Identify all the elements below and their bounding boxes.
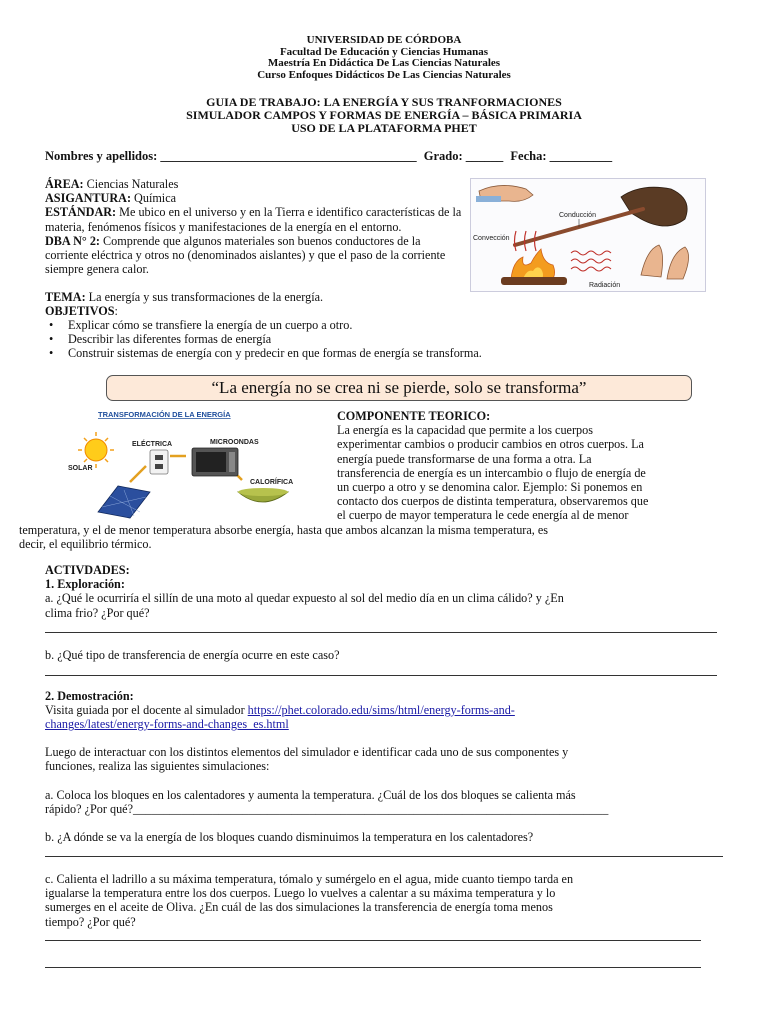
theory-line: experimentar cambios o producir cambios en otros cuerpos. La <box>337 437 644 452</box>
theme-value: La energía y sus transformaciones de la energía. <box>85 290 324 304</box>
sim-question-b: b. ¿A dónde se va la energía de los bloques cuando disminuimos la temperatura en los calentadores? <box>45 830 534 844</box>
course-info <box>45 177 463 276</box>
theme-row <box>45 290 605 304</box>
dba-label: DBA N° 2: <box>45 233 100 248</box>
area-value: Ciencias Naturales <box>83 177 179 191</box>
theory-line: el cuerpo de mayor temperatura le cede energía al de menor <box>337 508 629 523</box>
title-line-1: GUIA DE TRABAJO: LA ENERGÍA Y SUS TRANFORMACIONES <box>206 95 562 109</box>
theory-line: un cuerpo a otro y se denomina calor. Ejemplo: Si ponemos en <box>337 480 643 495</box>
link-continuation <box>45 717 735 731</box>
answer-line[interactable] <box>45 675 717 676</box>
name-label: Nombres y apellidos: <box>45 149 158 163</box>
faculty-name: Facultad De Educación y Ciencias Humanas <box>279 45 489 58</box>
objectives-colon: : <box>114 304 118 319</box>
simulation-question-b <box>45 830 745 844</box>
activities-heading: ACTIVDADES: <box>45 563 130 577</box>
simulation-question-a <box>45 788 745 816</box>
name-blank[interactable]: _________________________________________ <box>160 149 417 163</box>
sim-question-c-line: c. Calienta el ladrillo a su máxima temperatura, tómalo y sumérgelo en el agua, mide cuanto tiempo tarda en <box>45 872 574 886</box>
phet-link-part-2[interactable]: changes/latest/energy-forms-and-changes_es.html <box>45 717 289 732</box>
conduction-label: Conducción <box>559 212 596 219</box>
energy-transformation-image <box>58 408 308 520</box>
objectives-row <box>45 304 605 318</box>
simulation-instructions <box>45 745 745 773</box>
exploration-heading: 1. Exploración: <box>45 577 125 592</box>
subject-row <box>45 191 463 205</box>
area-row <box>45 177 463 191</box>
question-a-line-2: clima frio? ¿Por qué? <box>45 605 150 620</box>
question-b: b. ¿Qué tipo de transferencia de energía ocurre en este caso? <box>45 648 340 662</box>
objective-item: • Construir sistemas de energía con y predecir en que formas de energía se transforma. <box>45 346 725 360</box>
subject-value: Química <box>131 191 177 206</box>
objective-item: • Explicar cómo se transfiere la energía de un cuerpo a otro. <box>45 318 725 332</box>
activities-section <box>45 563 735 620</box>
radiation-label: Radiación <box>589 282 621 289</box>
microwave-label: MICROONDAS <box>210 439 259 446</box>
sim-question-c-line: sumerges en el aceite de Oliva. ¿En cuál de las dos simulaciones la transferencia de energía toma menos <box>45 900 553 915</box>
title-line-2: SIMULADOR CAMPOS Y FORMAS DE ENERGÍA – BÁSICA PRIMARIA <box>186 108 582 122</box>
heat-transfer-illustration <box>471 179 705 291</box>
instructions-line-1: Luego de interactuar con los distintos elementos del simulador e identificar cada uno de sus componentes y <box>45 745 569 759</box>
area-label: ÁREA: <box>45 177 84 191</box>
objective-item: • Describir las diferentes formas de energía <box>45 332 725 346</box>
grade-label: Grado: <box>423 149 463 163</box>
theory-line: energía puede transformarse de una forma a otra. La <box>337 451 592 466</box>
theme-block <box>45 290 605 318</box>
objectives-list <box>45 318 725 361</box>
answer-line[interactable] <box>45 632 717 633</box>
phet-link-part-1[interactable]: https://phet.colorado.edu/sims/html/energy-forms-and- <box>247 703 515 718</box>
sim-question-a-line-2: rápido? ¿Por qué?______________________________________________________________________________ <box>45 802 609 817</box>
demonstration-text <box>45 703 735 717</box>
demonstration-section <box>45 689 735 732</box>
standard-row <box>45 205 463 233</box>
sim-question-c-line: igualarse la temperatura entre los dos cuerpos. Luego lo vuelves a calentar a su máxima temperatura y lo <box>45 886 556 901</box>
objectives-list-wrap <box>45 318 725 361</box>
instructions-line-2: funciones, realiza las siguientes simulaciones: <box>45 759 270 774</box>
convection-label: Convección <box>473 235 510 242</box>
date-label: Fecha: <box>510 149 547 163</box>
standard-value: Me ubico en el universo y en la Tierra e identifico características de la materia, fenómenos físicos y manifestaciones de la energía en el entorno. <box>45 205 462 234</box>
electric-label: ELÉCTRICA <box>132 441 173 448</box>
theory-line: La energía es la capacidad que permite a los cuerpos <box>337 423 593 438</box>
theory-full-line: decir, el equilibrio térmico. <box>19 537 152 552</box>
theory-heading: COMPONENTE TEORICO: <box>337 409 491 423</box>
theory-line: contacto dos cuerpos de distinta temperatura, observaremos que <box>337 494 649 509</box>
sim-question-a-line-1: a. Coloca los bloques en los calentadores y aumenta la temperatura. ¿Cuál de los dos bloques se calienta más <box>45 788 576 802</box>
theory-line: transferencia de energía es un intercambio o flujo de energía de <box>337 465 646 480</box>
dba-row <box>45 234 463 277</box>
standard-label: ESTÁNDAR: <box>45 205 117 220</box>
masters-name: Maestría En Didáctica De Las Ciencias Naturales <box>267 57 501 69</box>
heat-transfer-image <box>470 178 706 292</box>
demonstration-heading: 2. Demostración: <box>45 689 134 703</box>
theory-component <box>337 409 737 523</box>
solar-label: SOLAR <box>68 465 93 472</box>
heat-label: CALORÍFICA <box>250 479 294 486</box>
energy-transformation-illustration <box>58 408 308 520</box>
question-b-block <box>45 648 735 662</box>
course-name: Curso Enfoques Didácticos De Las Ciencias Naturales <box>257 68 511 81</box>
answer-line[interactable] <box>45 940 701 941</box>
date-blank[interactable]: __________ <box>549 149 613 163</box>
theme-label: TEMA: <box>45 290 86 304</box>
transformation-title: TRANSFORMACIÓN DE LA ENERGÍA <box>98 410 231 419</box>
sim-question-c-line: tiempo? ¿Por qué? <box>45 914 136 929</box>
student-info-line <box>45 149 612 163</box>
answer-line[interactable] <box>45 856 723 857</box>
theory-full-line: temperatura, y el de menor temperatura absorbe energía, hasta que ambos alcanzan la misma temperatura, es <box>19 523 549 537</box>
simulation-question-c <box>45 872 745 929</box>
energy-quote-banner: “La energía no se crea ni se pierde, solo se transforma” <box>106 375 692 401</box>
theory-continuation <box>19 523 739 551</box>
institution-header <box>0 35 768 81</box>
grade-blank[interactable]: ______ <box>465 149 504 163</box>
subject-label: ASIGANTURA: <box>45 191 131 206</box>
dba-value: Comprende que algunos materiales son buenos conductores de la corriente eléctrica y otros no (denominados aislantes) y que el paso de la corriente siempre genera calor. <box>45 233 446 277</box>
question-a-line-1: a. ¿Qué le ocurriría el sillín de una moto al quedar expuesto al sol del medio día en un clima cálido? y ¿En <box>45 591 564 606</box>
answer-line[interactable] <box>45 967 701 968</box>
objectives-label: OBJETIVOS <box>45 304 115 319</box>
demonstration-intro: Visita guiada por el docente al simulador <box>45 703 248 718</box>
worksheet-title <box>0 96 768 135</box>
university-name: UNIVERSIDAD DE CÓRDOBA <box>306 34 462 46</box>
title-line-3: USO DE LA PLATAFORMA PHET <box>291 121 477 135</box>
